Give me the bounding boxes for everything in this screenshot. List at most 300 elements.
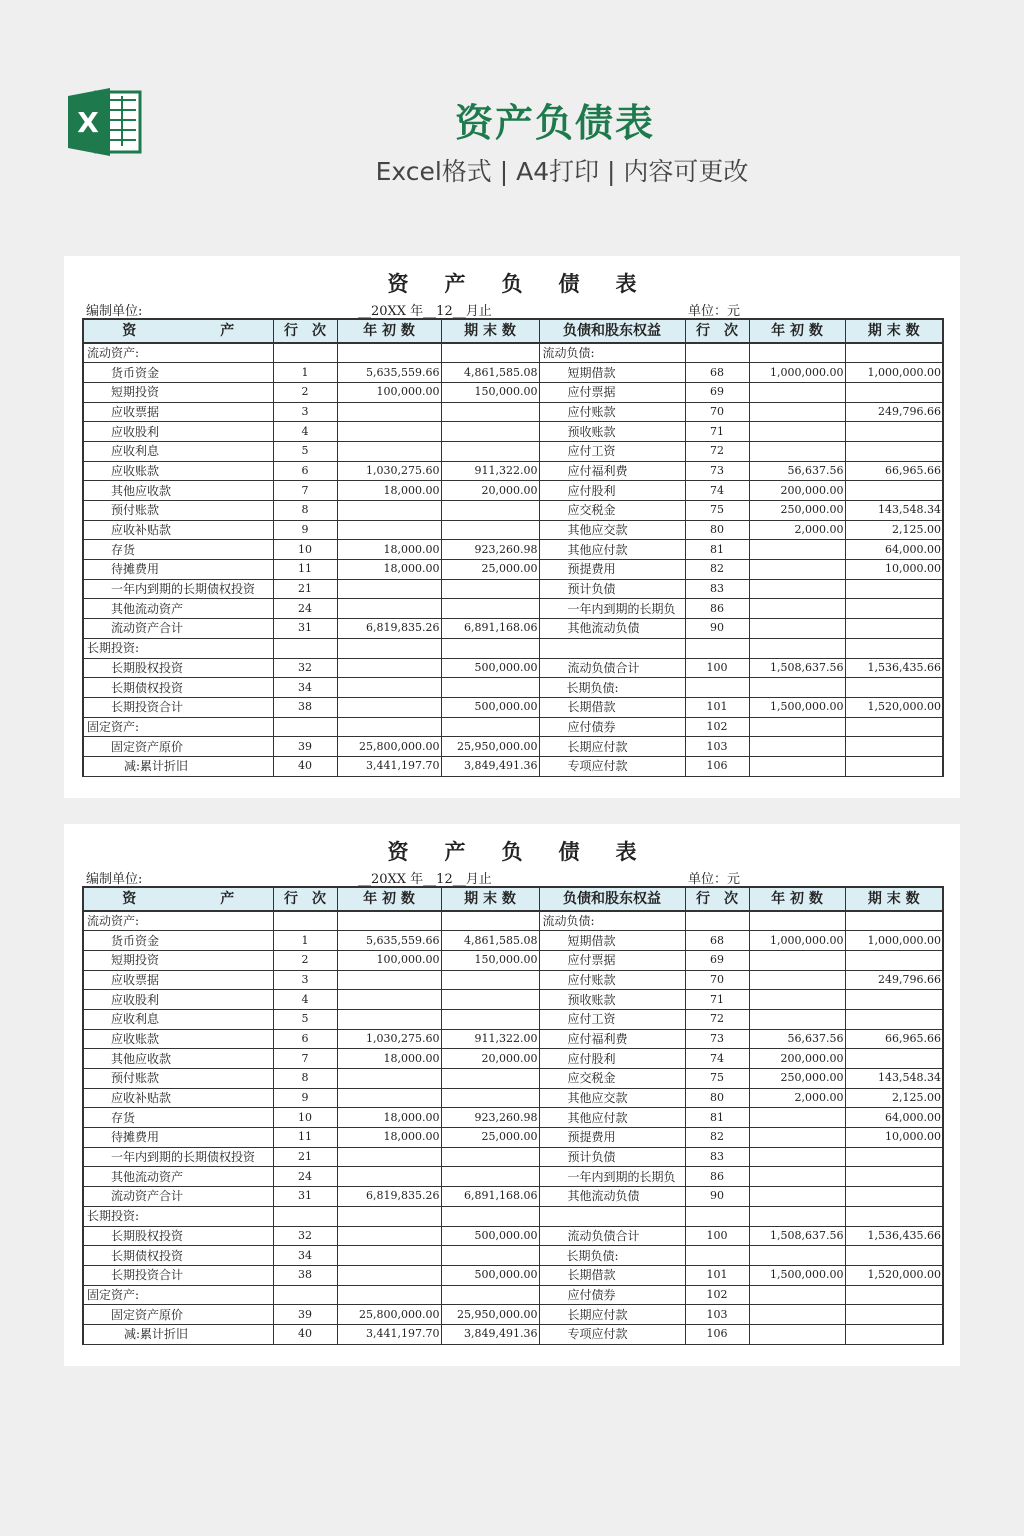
asset-end-value: 4,861,585.08 bbox=[441, 363, 539, 383]
asset-begin-value: 3,441,197.70 bbox=[337, 756, 441, 776]
liability-item: 短期借款 bbox=[539, 931, 685, 951]
liability-end-value: 10,000.00 bbox=[845, 560, 943, 580]
asset-line-no: 31 bbox=[273, 619, 337, 639]
liability-end-value: 64,000.00 bbox=[845, 540, 943, 560]
table-header-row bbox=[83, 319, 943, 343]
asset-item: 流动资产: bbox=[83, 343, 273, 363]
asset-begin-value: 6,819,835.26 bbox=[337, 619, 441, 639]
liability-end-value: 1,000,000.00 bbox=[845, 931, 943, 951]
asset-item: 长期投资合计 bbox=[83, 1265, 273, 1285]
asset-end-value: 500,000.00 bbox=[441, 658, 539, 678]
asset-item: 减:累计折旧 bbox=[83, 1324, 273, 1344]
liability-line-no: 68 bbox=[685, 363, 749, 383]
asset-line-no bbox=[273, 1206, 337, 1226]
liability-begin-value bbox=[749, 950, 845, 970]
asset-end-value bbox=[441, 1285, 539, 1305]
asset-begin-value bbox=[337, 990, 441, 1010]
liability-line-no: 69 bbox=[685, 950, 749, 970]
asset-begin-value: 18,000.00 bbox=[337, 540, 441, 560]
liability-end-value bbox=[845, 911, 943, 931]
liability-line-no: 74 bbox=[685, 1049, 749, 1069]
liability-begin-value: 56,637.56 bbox=[749, 1029, 845, 1049]
asset-item: 货币资金 bbox=[83, 363, 273, 383]
liability-end-value: 66,965.66 bbox=[845, 1029, 943, 1049]
liability-end-value bbox=[845, 717, 943, 737]
asset-end-value bbox=[441, 422, 539, 442]
liability-item: 长期借款 bbox=[539, 697, 685, 717]
asset-begin-value: 25,800,000.00 bbox=[337, 737, 441, 757]
asset-end-value bbox=[441, 402, 539, 422]
asset-line-no: 10 bbox=[273, 540, 337, 560]
asset-begin-value: 18,000.00 bbox=[337, 1128, 441, 1148]
liability-end-value bbox=[845, 599, 943, 619]
asset-item: 固定资产原价 bbox=[83, 737, 273, 757]
currency-label: 单位：元 bbox=[688, 872, 741, 887]
liability-item: 其他流动负债 bbox=[539, 619, 685, 639]
liability-begin-value bbox=[749, 1206, 845, 1226]
balance-sheet-preview-2 bbox=[64, 824, 960, 1366]
liability-line-no: 81 bbox=[685, 540, 749, 560]
liability-begin-value bbox=[749, 717, 845, 737]
asset-begin-value bbox=[337, 1167, 441, 1187]
liability-end-value: 249,796.66 bbox=[845, 402, 943, 422]
asset-end-value: 500,000.00 bbox=[441, 1265, 539, 1285]
liability-end-value bbox=[845, 1305, 943, 1325]
asset-end-value bbox=[441, 1167, 539, 1187]
asset-line-no: 24 bbox=[273, 1167, 337, 1187]
liability-item: 专项应付款 bbox=[539, 756, 685, 776]
asset-item: 其他应收款 bbox=[83, 481, 273, 501]
asset-end-value: 25,950,000.00 bbox=[441, 1305, 539, 1325]
asset-item: 货币资金 bbox=[83, 931, 273, 951]
liability-line-no: 70 bbox=[685, 402, 749, 422]
table-row bbox=[83, 1029, 943, 1049]
table-row bbox=[83, 481, 943, 501]
asset-item: 应收股利 bbox=[83, 990, 273, 1010]
asset-item: 存货 bbox=[83, 540, 273, 560]
asset-begin-value bbox=[337, 1285, 441, 1305]
liability-end-value bbox=[845, 1324, 943, 1344]
liability-begin-value bbox=[749, 1187, 845, 1207]
table-row bbox=[83, 970, 943, 990]
table-row bbox=[83, 1305, 943, 1325]
liability-begin-value bbox=[749, 1009, 845, 1029]
liability-line-no: 101 bbox=[685, 697, 749, 717]
table-row bbox=[83, 501, 943, 521]
liability-line-no: 102 bbox=[685, 1285, 749, 1305]
liability-line-no: 90 bbox=[685, 619, 749, 639]
liability-item: 流动负债: bbox=[539, 911, 685, 931]
asset-item: 长期债权投资 bbox=[83, 678, 273, 698]
liability-begin-value: 1,500,000.00 bbox=[749, 697, 845, 717]
liability-begin-value bbox=[749, 638, 845, 658]
liability-line-no: 100 bbox=[685, 658, 749, 678]
liability-line-no: 83 bbox=[685, 579, 749, 599]
asset-end-value: 20,000.00 bbox=[441, 481, 539, 501]
table-row bbox=[83, 1285, 943, 1305]
liability-item: 其他应交款 bbox=[539, 1088, 685, 1108]
liability-line-no: 100 bbox=[685, 1226, 749, 1246]
liability-end-value: 143,548.34 bbox=[845, 501, 943, 521]
liability-begin-value bbox=[749, 402, 845, 422]
asset-end-value bbox=[441, 1246, 539, 1266]
liability-item: 流动负债合计 bbox=[539, 658, 685, 678]
asset-end-value: 25,950,000.00 bbox=[441, 737, 539, 757]
asset-end-value bbox=[441, 1147, 539, 1167]
table-row bbox=[83, 756, 943, 776]
liability-item: 应付票据 bbox=[539, 950, 685, 970]
liability-begin-value bbox=[749, 1285, 845, 1305]
liability-item: 短期借款 bbox=[539, 363, 685, 383]
balance-sheet-table bbox=[82, 318, 944, 777]
liability-begin-value bbox=[749, 382, 845, 402]
liability-line-no: 82 bbox=[685, 560, 749, 580]
liability-begin-value: 1,000,000.00 bbox=[749, 931, 845, 951]
table-row bbox=[83, 599, 943, 619]
asset-line-no bbox=[273, 1285, 337, 1305]
asset-line-no: 10 bbox=[273, 1108, 337, 1128]
liability-line-no: 68 bbox=[685, 931, 749, 951]
liability-item: 长期借款 bbox=[539, 1265, 685, 1285]
liability-end-value bbox=[845, 481, 943, 501]
liability-end-value: 2,125.00 bbox=[845, 1088, 943, 1108]
column-header: 期 末 数 bbox=[845, 319, 943, 343]
table-row bbox=[83, 1147, 943, 1167]
liability-line-no: 81 bbox=[685, 1108, 749, 1128]
asset-item: 应收利息 bbox=[83, 1009, 273, 1029]
asset-end-value bbox=[441, 579, 539, 599]
table-row bbox=[83, 343, 943, 363]
asset-begin-value bbox=[337, 1206, 441, 1226]
asset-begin-value: 5,635,559.66 bbox=[337, 363, 441, 383]
asset-begin-value bbox=[337, 697, 441, 717]
liability-line-no: 80 bbox=[685, 1088, 749, 1108]
liability-item: 应付福利费 bbox=[539, 1029, 685, 1049]
liability-item: 预提费用 bbox=[539, 1128, 685, 1148]
liability-begin-value: 1,500,000.00 bbox=[749, 1265, 845, 1285]
period-label: __20XX 年__12__月止 bbox=[358, 872, 492, 887]
liability-begin-value bbox=[749, 1305, 845, 1325]
liability-item: 预计负债 bbox=[539, 1147, 685, 1167]
liability-line-no bbox=[685, 678, 749, 698]
asset-begin-value bbox=[337, 678, 441, 698]
table-row bbox=[83, 1246, 943, 1266]
asset-begin-value bbox=[337, 1265, 441, 1285]
asset-begin-value bbox=[337, 970, 441, 990]
asset-line-no: 38 bbox=[273, 697, 337, 717]
liability-begin-value bbox=[749, 970, 845, 990]
asset-end-value bbox=[441, 343, 539, 363]
liability-item: 应付股利 bbox=[539, 481, 685, 501]
liability-line-no: 86 bbox=[685, 1167, 749, 1187]
liability-begin-value bbox=[749, 1167, 845, 1187]
liability-item: 预收账款 bbox=[539, 422, 685, 442]
liability-line-no: 86 bbox=[685, 599, 749, 619]
asset-item: 应收账款 bbox=[83, 1029, 273, 1049]
column-header: 年 初 数 bbox=[337, 887, 441, 911]
asset-begin-value: 5,635,559.66 bbox=[337, 931, 441, 951]
asset-end-value bbox=[441, 441, 539, 461]
liability-line-no: 106 bbox=[685, 756, 749, 776]
asset-begin-value bbox=[337, 1246, 441, 1266]
asset-line-no: 1 bbox=[273, 363, 337, 383]
asset-line-no: 3 bbox=[273, 402, 337, 422]
liability-end-value bbox=[845, 579, 943, 599]
asset-item: 存货 bbox=[83, 1108, 273, 1128]
liability-end-value bbox=[845, 1285, 943, 1305]
company-label: 编制单位: bbox=[86, 304, 143, 319]
liability-end-value bbox=[845, 678, 943, 698]
asset-end-value: 3,849,491.36 bbox=[441, 1324, 539, 1344]
period-label: __20XX 年__12__月止 bbox=[358, 304, 492, 319]
sheet-meta bbox=[86, 300, 946, 318]
asset-item: 其他应收款 bbox=[83, 1049, 273, 1069]
liability-begin-value: 200,000.00 bbox=[749, 481, 845, 501]
asset-line-no: 11 bbox=[273, 1128, 337, 1148]
asset-end-value bbox=[441, 1009, 539, 1029]
asset-item: 流动资产: bbox=[83, 911, 273, 931]
sheet-title: 资产负债表 bbox=[387, 271, 673, 296]
liability-end-value: 1,536,435.66 bbox=[845, 1226, 943, 1246]
liability-begin-value bbox=[749, 560, 845, 580]
asset-line-no: 11 bbox=[273, 560, 337, 580]
liability-item: 其他应付款 bbox=[539, 540, 685, 560]
table-row bbox=[83, 1265, 943, 1285]
table-row bbox=[83, 678, 943, 698]
liability-item: 应付票据 bbox=[539, 382, 685, 402]
asset-item: 应收票据 bbox=[83, 402, 273, 422]
asset-item: 固定资产: bbox=[83, 717, 273, 737]
column-header: 年 初 数 bbox=[337, 319, 441, 343]
liability-item: 应交税金 bbox=[539, 1069, 685, 1089]
asset-line-no bbox=[273, 717, 337, 737]
liability-end-value bbox=[845, 343, 943, 363]
liability-line-no bbox=[685, 1206, 749, 1226]
liability-end-value bbox=[845, 619, 943, 639]
asset-item: 其他流动资产 bbox=[83, 599, 273, 619]
table-row bbox=[83, 1206, 943, 1226]
asset-end-value: 6,891,168.06 bbox=[441, 1187, 539, 1207]
asset-item: 一年内到期的长期债权投资 bbox=[83, 579, 273, 599]
asset-end-value: 500,000.00 bbox=[441, 1226, 539, 1246]
table-row bbox=[83, 697, 943, 717]
asset-begin-value bbox=[337, 599, 441, 619]
table-row bbox=[83, 540, 943, 560]
asset-line-no: 21 bbox=[273, 1147, 337, 1167]
svg-text:X: X bbox=[77, 106, 99, 139]
asset-item: 应收账款 bbox=[83, 461, 273, 481]
table-row bbox=[83, 990, 943, 1010]
asset-end-value: 4,861,585.08 bbox=[441, 931, 539, 951]
liability-item: 一年内到期的长期负 bbox=[539, 599, 685, 619]
asset-line-no: 39 bbox=[273, 737, 337, 757]
asset-end-value bbox=[441, 599, 539, 619]
liability-line-no bbox=[685, 1246, 749, 1266]
liability-end-value bbox=[845, 382, 943, 402]
liability-end-value bbox=[845, 756, 943, 776]
liability-begin-value bbox=[749, 678, 845, 698]
liability-line-no: 102 bbox=[685, 717, 749, 737]
asset-item: 应收补贴款 bbox=[83, 1088, 273, 1108]
asset-line-no: 2 bbox=[273, 950, 337, 970]
liability-begin-value bbox=[749, 343, 845, 363]
asset-begin-value bbox=[337, 579, 441, 599]
asset-begin-value bbox=[337, 422, 441, 442]
liability-begin-value bbox=[749, 1246, 845, 1266]
asset-end-value: 500,000.00 bbox=[441, 697, 539, 717]
asset-begin-value bbox=[337, 1088, 441, 1108]
asset-begin-value bbox=[337, 1147, 441, 1167]
liability-end-value bbox=[845, 1167, 943, 1187]
asset-line-no: 31 bbox=[273, 1187, 337, 1207]
table-row bbox=[83, 1187, 943, 1207]
liability-item: 流动负债合计 bbox=[539, 1226, 685, 1246]
page-title: 资产负债表 bbox=[454, 101, 655, 145]
liability-item: 其他应交款 bbox=[539, 520, 685, 540]
asset-line-no: 32 bbox=[273, 658, 337, 678]
liability-line-no: 71 bbox=[685, 422, 749, 442]
asset-begin-value bbox=[337, 402, 441, 422]
column-header: 行 次 bbox=[685, 887, 749, 911]
liability-end-value: 1,520,000.00 bbox=[845, 1265, 943, 1285]
liability-item bbox=[539, 1206, 685, 1226]
asset-begin-value: 18,000.00 bbox=[337, 481, 441, 501]
asset-begin-value bbox=[337, 441, 441, 461]
liability-line-no: 80 bbox=[685, 520, 749, 540]
liability-line-no: 73 bbox=[685, 1029, 749, 1049]
asset-line-no: 39 bbox=[273, 1305, 337, 1325]
asset-end-value: 25,000.00 bbox=[441, 560, 539, 580]
liability-begin-value: 1,508,637.56 bbox=[749, 1226, 845, 1246]
asset-line-no bbox=[273, 343, 337, 363]
table-row bbox=[83, 1324, 943, 1344]
asset-item: 应收利息 bbox=[83, 441, 273, 461]
table-row bbox=[83, 658, 943, 678]
liability-line-no: 106 bbox=[685, 1324, 749, 1344]
column-header: 行 次 bbox=[273, 887, 337, 911]
column-header: 负债和股东权益 bbox=[539, 887, 685, 911]
liability-item: 其他应付款 bbox=[539, 1108, 685, 1128]
asset-end-value bbox=[441, 678, 539, 698]
liability-begin-value bbox=[749, 756, 845, 776]
liability-end-value bbox=[845, 1246, 943, 1266]
liability-item: 应付账款 bbox=[539, 402, 685, 422]
asset-line-no bbox=[273, 911, 337, 931]
liability-line-no: 70 bbox=[685, 970, 749, 990]
table-row bbox=[83, 619, 943, 639]
asset-begin-value bbox=[337, 1009, 441, 1029]
table-row bbox=[83, 1049, 943, 1069]
table-row bbox=[83, 717, 943, 737]
asset-item: 固定资产: bbox=[83, 1285, 273, 1305]
asset-item: 流动资产合计 bbox=[83, 1187, 273, 1207]
asset-line-no: 4 bbox=[273, 422, 337, 442]
asset-item: 长期股权投资 bbox=[83, 1226, 273, 1246]
liability-line-no: 90 bbox=[685, 1187, 749, 1207]
table-row bbox=[83, 1088, 943, 1108]
asset-item: 预付账款 bbox=[83, 1069, 273, 1089]
table-row bbox=[83, 579, 943, 599]
liability-end-value bbox=[845, 1206, 943, 1226]
table-row bbox=[83, 931, 943, 951]
table-row bbox=[83, 1108, 943, 1128]
column-header: 年 初 数 bbox=[749, 319, 845, 343]
table-row bbox=[83, 911, 943, 931]
asset-end-value: 3,849,491.36 bbox=[441, 756, 539, 776]
asset-line-no: 8 bbox=[273, 1069, 337, 1089]
table-row bbox=[83, 1226, 943, 1246]
liability-item: 应付债券 bbox=[539, 1285, 685, 1305]
asset-end-value: 20,000.00 bbox=[441, 1049, 539, 1069]
asset-line-no: 8 bbox=[273, 501, 337, 521]
column-header: 期 末 数 bbox=[441, 887, 539, 911]
asset-line-no bbox=[273, 638, 337, 658]
liability-line-no bbox=[685, 343, 749, 363]
liability-end-value bbox=[845, 1147, 943, 1167]
table-row bbox=[83, 520, 943, 540]
asset-end-value: 911,322.00 bbox=[441, 461, 539, 481]
liability-item: 长期负债: bbox=[539, 1246, 685, 1266]
asset-line-no: 4 bbox=[273, 990, 337, 1010]
asset-line-no: 9 bbox=[273, 1088, 337, 1108]
liability-begin-value: 1,508,637.56 bbox=[749, 658, 845, 678]
asset-line-no: 38 bbox=[273, 1265, 337, 1285]
table-row bbox=[83, 441, 943, 461]
liability-end-value: 2,125.00 bbox=[845, 520, 943, 540]
table-row bbox=[83, 422, 943, 442]
asset-line-no: 7 bbox=[273, 1049, 337, 1069]
liability-line-no: 71 bbox=[685, 990, 749, 1010]
liability-end-value: 10,000.00 bbox=[845, 1128, 943, 1148]
liability-item: 长期负债: bbox=[539, 678, 685, 698]
table-row bbox=[83, 382, 943, 402]
asset-item: 短期投资 bbox=[83, 950, 273, 970]
asset-end-value: 6,891,168.06 bbox=[441, 619, 539, 639]
liability-end-value bbox=[845, 950, 943, 970]
currency-label: 单位：元 bbox=[688, 304, 741, 319]
liability-begin-value bbox=[749, 1128, 845, 1148]
asset-line-no: 21 bbox=[273, 579, 337, 599]
liability-line-no bbox=[685, 638, 749, 658]
asset-begin-value bbox=[337, 520, 441, 540]
liability-begin-value: 200,000.00 bbox=[749, 1049, 845, 1069]
liability-item: 应付福利费 bbox=[539, 461, 685, 481]
asset-begin-value: 18,000.00 bbox=[337, 1049, 441, 1069]
liability-begin-value bbox=[749, 1324, 845, 1344]
asset-begin-value: 1,030,275.60 bbox=[337, 461, 441, 481]
balance-sheet-table bbox=[82, 886, 944, 1345]
liability-item: 应付债券 bbox=[539, 717, 685, 737]
page-subtitle: Excel格式 | A4打印 | 内容可更改 bbox=[375, 157, 749, 186]
liability-item: 预计负债 bbox=[539, 579, 685, 599]
liability-item: 长期应付款 bbox=[539, 1305, 685, 1325]
asset-item: 长期债权投资 bbox=[83, 1246, 273, 1266]
column-header: 行 次 bbox=[273, 319, 337, 343]
asset-begin-value bbox=[337, 717, 441, 737]
asset-begin-value bbox=[337, 1226, 441, 1246]
column-header: 资 产 bbox=[83, 887, 273, 911]
asset-end-value bbox=[441, 1206, 539, 1226]
asset-item: 减:累计折旧 bbox=[83, 756, 273, 776]
asset-line-no: 40 bbox=[273, 1324, 337, 1344]
liability-begin-value bbox=[749, 911, 845, 931]
liability-item bbox=[539, 638, 685, 658]
asset-item: 长期投资: bbox=[83, 1206, 273, 1226]
liability-line-no: 75 bbox=[685, 501, 749, 521]
liability-end-value bbox=[845, 990, 943, 1010]
asset-line-no: 2 bbox=[273, 382, 337, 402]
liability-begin-value bbox=[749, 441, 845, 461]
